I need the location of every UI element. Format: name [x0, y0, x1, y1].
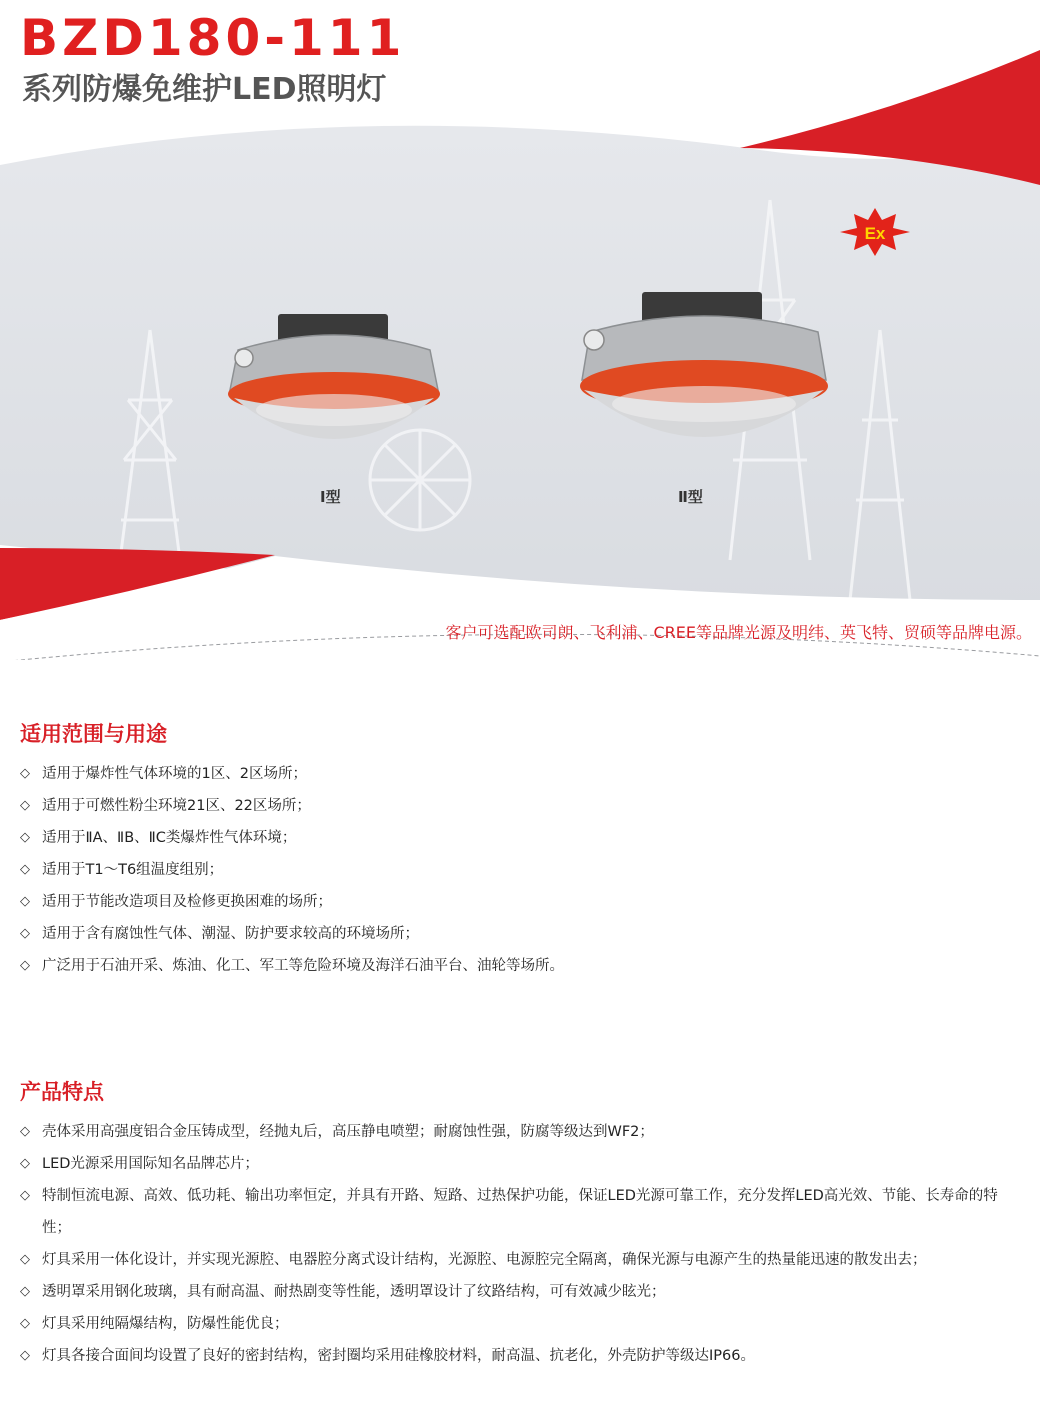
lamp-type-2-label: Ⅱ型 — [678, 488, 703, 506]
features-list — [20, 1116, 1020, 1372]
lamp-type-1-image — [218, 310, 450, 470]
features-heading: 产品特点 — [20, 1080, 104, 1104]
list-item: ◇ LED光源采用国际知名品牌芯片； — [20, 1148, 1020, 1180]
lamp-type-2-image — [570, 288, 838, 474]
list-item: ◇ 适用于T1～T6组温度组别； — [20, 854, 1020, 886]
product-title: BZD180-111 — [20, 9, 406, 67]
list-item: ◇ 适用于可燃性粉尘环境21区、22区场所； — [20, 790, 1020, 822]
list-item: ◇ 广泛用于石油开采、炼油、化工、军工等危险环境及海洋石油平台、油轮等场所。 — [20, 950, 1020, 982]
list-item: ◇ 适用于爆炸性气体环境的1区、2区场所； — [20, 758, 1020, 790]
list-item: ◇ 灯具采用一体化设计，并实现光源腔、电器腔分离式设计结构，光源腔、电源腔完全隔离，确保光源与电源产生的热量能迅速的散发出去； — [20, 1244, 1020, 1276]
application-section — [20, 718, 1020, 982]
application-list — [20, 758, 1020, 982]
list-item: ◇ 适用于含有腐蚀性气体、潮湿、防护要求较高的环境场所； — [20, 918, 1020, 950]
list-item: ◇ 适用于ⅡA、ⅡB、ⅡC类爆炸性气体环境； — [20, 822, 1020, 854]
list-item: ◇ 灯具采用纯隔爆结构，防爆性能优良； — [20, 1308, 1020, 1340]
list-item: ◇ 特制恒流电源、高效、低功耗、输出功率恒定，并具有开路、短路、过热保护功能，保证LED光源可靠工作，充分发挥LED高光效、节能、长寿命的特性； — [20, 1180, 1020, 1244]
ex-badge-label: Ex — [864, 224, 886, 243]
list-item: ◇ 灯具各接合面间均设置了良好的密封结构，密封圈均采用硅橡胶材料，耐高温、抗老化，外壳防护等级达IP66。 — [20, 1340, 1020, 1372]
features-section — [20, 1076, 1020, 1372]
lamp-type-1-label: Ⅰ型 — [320, 488, 341, 506]
list-item: ◇ 透明罩采用钢化玻璃，具有耐高温、耐热剧变等性能，透明罩设计了纹路结构，可有效减少眩光； — [20, 1276, 1020, 1308]
list-item: ◇ 壳体采用高强度铝合金压铸成型，经抛丸后，高压静电喷塑；耐腐蚀性强，防腐等级达到WF2； — [20, 1116, 1020, 1148]
list-item: ◇ 适用于节能改造项目及检修更换困难的场所； — [20, 886, 1020, 918]
options-note: 客户可选配欧司朗、飞利浦、CREE等品牌光源及明纬、英飞特、贸硕等品牌电源。 — [445, 623, 1032, 642]
application-heading: 适用范围与用途 — [20, 722, 167, 746]
product-subtitle: 系列防爆免维护LED照明灯 — [22, 72, 387, 107]
ex-badge — [838, 206, 912, 258]
